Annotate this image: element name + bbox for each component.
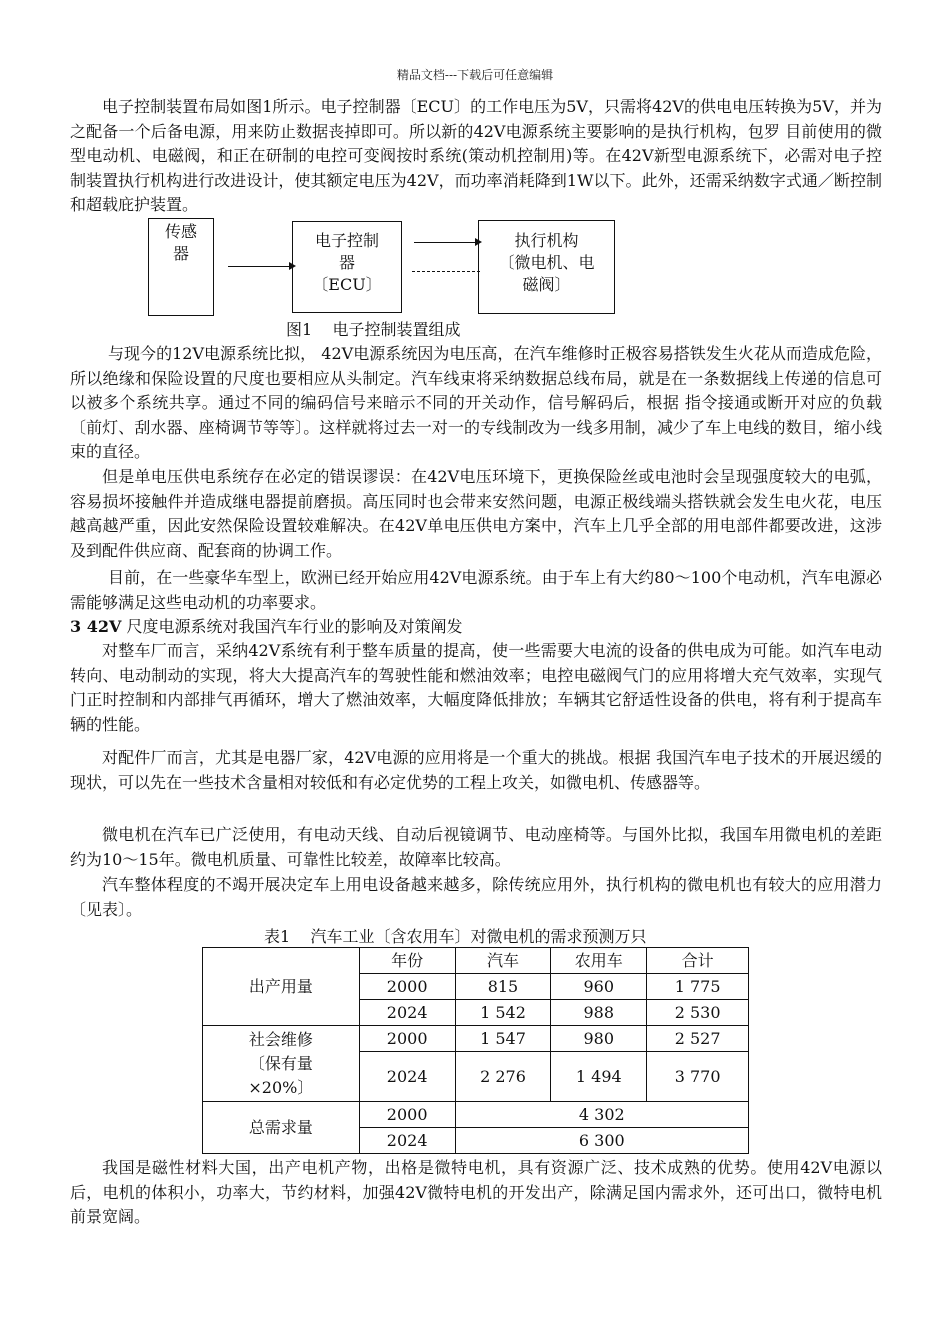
group-maintenance: 社会维修 〔保有量 ×20%〕 [203, 1026, 360, 1102]
table-cell: 2000 [359, 1102, 455, 1128]
header-agri: 农用车 [551, 948, 647, 974]
paragraph-single-voltage-drawbacks: 但是单电压供电系统存在必定的错误谬误：在42V电压环境下，更换保险丝或电池时会呈现强度较大的电弧，容易损坏接触件并造成继电器提前磨损。高压同时也会带来安然问题，电源正极线端头搭铁就会发生电火花，电压越高越严重，因此安然保险设置较难解决。在42V单电压供电方案中，汽车上几乎全部的用电部件都要改进，这涉及到配件供应商、配套商的协调工作。 [70, 467, 882, 560]
paragraph-magnetic-materials: 我国是磁性材料大国，出产电机产物，出格是微特电机，具有资源广泛、技术成熟的优势。使用42V电源以后，电机的体积小，功率大，节约材料，加强42V微特电机的开发出产，除满足国内需求外，还可出口，微特电机前景宽阔。 [70, 1158, 882, 1226]
header-car: 汽车 [455, 948, 551, 974]
table-cell: 4 302 [455, 1102, 748, 1128]
table-cell: 6 300 [455, 1128, 748, 1154]
demand-forecast-table [202, 947, 749, 1154]
ecu-to-actuator-arrow [414, 242, 480, 243]
table-row [203, 948, 749, 974]
actuator-feedback-line [412, 271, 480, 272]
paragraph-application-potential: 汽车整体程度的不竭开展决定车上用电设备越来越多，除传统应用外，执行机构的微电机也有较大的应用潜力〔见表〕。 [70, 875, 882, 919]
table-cell: 2000 [359, 1026, 455, 1052]
actuator-box: 执行机构 〔微电机、电 磁阀〕 [478, 220, 615, 314]
paragraph-parts-makers: 对配件厂而言，尤其是电器厂家，42V电源的应用将是一个重大的挑战。根据 我国汽车电子技术的开展迟缓的现状，可以先在一些技术含量相对较低和有必定优势的工程上攻关，如微电机、传感器等。 [70, 748, 882, 792]
sensor-to-ecu-arrow [228, 266, 294, 267]
table-cell: 980 [551, 1026, 647, 1052]
table-caption: 表1 汽车工业〔含农用车〕对微电机的需求预测万只 [264, 927, 647, 946]
table-cell: 988 [551, 1000, 647, 1026]
table-cell: 2 530 [647, 1000, 749, 1026]
table-cell: 815 [455, 974, 551, 1000]
table-row [203, 1102, 749, 1128]
paragraph-luxury-models: 目前，在一些豪华车型上，欧洲已经开始应用42V电源系统。由于车上有大约80～100个电动机，汽车电源必需能够满足这些电动机的功率要求。 [70, 568, 882, 612]
table-cell: 2024 [359, 1052, 455, 1102]
section-3-number: 3 42V [70, 617, 122, 636]
ecu-box: 电子控制 器 〔ECU〕 [292, 221, 402, 313]
section-3-heading [70, 615, 462, 639]
table-cell: 2024 [359, 1128, 455, 1154]
paragraph-micro-motors: 微电机在汽车已广泛使用，有电动天线、自动后视镜调节、电动座椅等。与国外比拟，我国车用微电机的差距约为10～15年。微电机质量、可靠性比较差，故障率比较高。 [70, 825, 882, 869]
table-cell: 2000 [359, 974, 455, 1000]
section-3-title: 尺度电源系统对我国汽车行业的影响及对策阐发 [121, 617, 463, 636]
header-year: 年份 [359, 948, 455, 974]
figure-caption: 图1 电子控制装置组成 [286, 320, 461, 339]
table-cell: 2 527 [647, 1026, 749, 1052]
group-production: 出产用量 [203, 948, 360, 1026]
paragraph-vehicle-makers: 对整车厂而言，采纳42V系统有利于整车质量的提高，使一些需要大电流的设备的供电成为可能。如汽车电动转向、电动制动的实现，将大大提高汽车的驾驶性能和燃油效率；电控电磁阀气门的应用将增大充气效率，实现气门正时控制和内部排气再循环，增大了燃油效率，大幅度降低排放；车辆其它舒适性设备的供电，将有利于提高车辆的性能。 [70, 641, 882, 734]
table-cell: 2024 [359, 1000, 455, 1026]
table-cell: 1 775 [647, 974, 749, 1000]
table-cell: 3 770 [647, 1052, 749, 1102]
group-total-demand: 总需求量 [203, 1102, 360, 1154]
header-total: 合计 [647, 948, 749, 974]
table-cell: 960 [551, 974, 647, 1000]
table-row [203, 1026, 749, 1052]
table-cell: 2 276 [455, 1052, 551, 1102]
table-cell: 1 542 [455, 1000, 551, 1026]
page-header: 精品文档---下载后可任意编辑 [396, 68, 554, 82]
table-cell: 1 494 [551, 1052, 647, 1102]
sensor-box: 传感 器 [148, 218, 214, 316]
paragraph-ecu-layout: 电子控制装置布局如图1所示。电子控制器〔ECU〕的工作电压为5V，只需将42V的供电电压转换为5V，并为之配备一个后备电源，用来防止数据丧掉即可。所以新的42V电源系统主要影响的是执行机构，包罗 目前使用的微型电动机、电磁阀，和正在研制的电控可变阀按时系统(策动机控制用)等。在42V新型电源系统下，必需对电子控制装置执行机构进行改进设计，使其额定电压为42V，而功率消耗降到1W以下。此外，还需采纳数字式通／断控制和超载庇护装置。 [70, 97, 882, 214]
paragraph-12v-comparison: 与现今的12V电源系统比拟， 42V电源系统因为电压高，在汽车维修时正极容易搭铁发生火花从而造成危险，所以绝缘和保险设置的尺度也要相应从头制定。汽车线束将采纳数据总线布局，就是在一条数据线上传递的信息可以被多个系统共享。通过不同的编码信号来暗示不同的开关动作，信号解码后，根据 指令接通或断开对应的负载〔前灯、刮水器、座椅调节等等〕。这样就将过去一对一的专线制改为一线多用制，减少了车上电线的数目，缩小线束的直径。 [70, 344, 882, 461]
table-cell: 1 547 [455, 1026, 551, 1052]
